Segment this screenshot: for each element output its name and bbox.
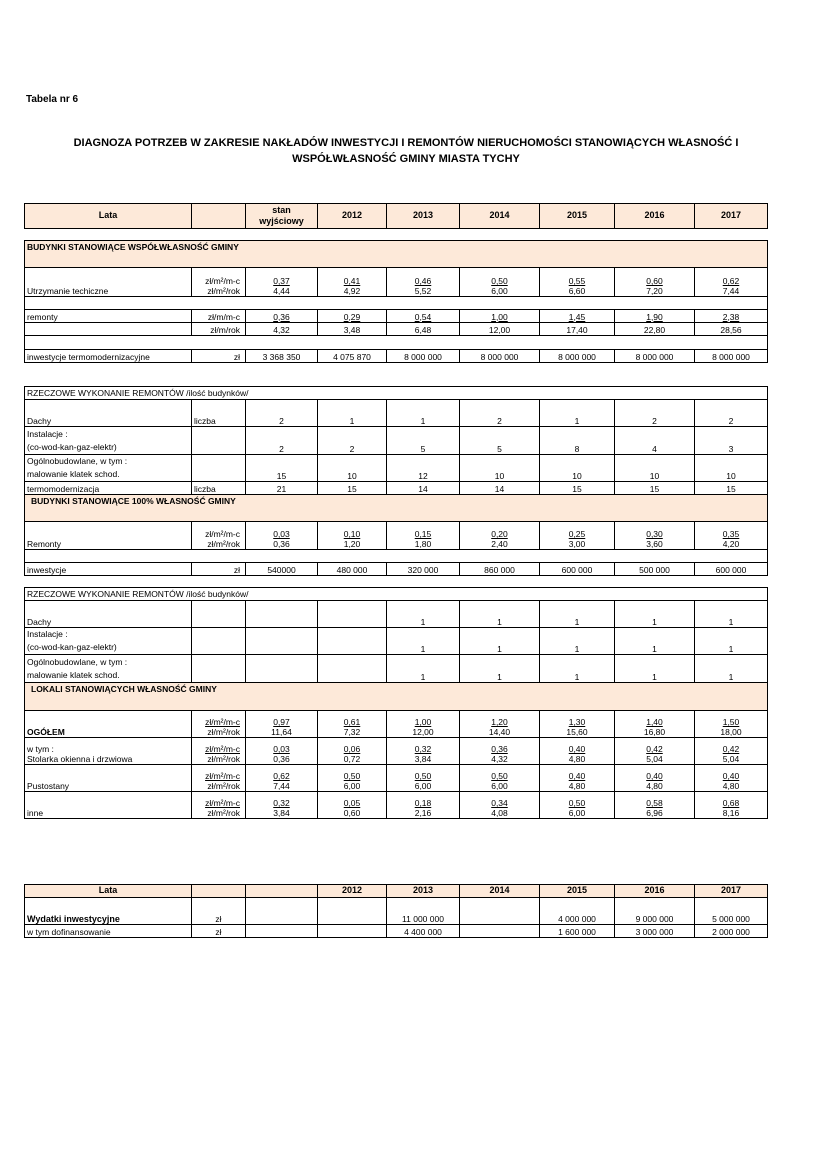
section-title-row (25, 683, 768, 711)
header-stan-wyjsciowy: stan wyjściowy (246, 204, 318, 229)
title-line-1: DIAGNOZA POTRZEB W ZAKRESIE NAKŁADÓW INWESTYCJI I REMONTÓW NIERUCHOMOŚCI STANOWIĄCYCH WŁASNOŚĆ I (73, 137, 739, 149)
section-title: RZECZOWE WYKONANIE REMONTÓW /ilość budynków/ (25, 387, 768, 400)
header-lata: Lata (25, 204, 192, 229)
row-label: inwestycje termomodernizacyjne (25, 350, 192, 363)
table-row: inwestycje termomodernizacyjne zł 3 368 350 4 075 870 8 000 000 8 000 000 8 000 000 8 000 000 8 000 000 (25, 350, 768, 363)
title-line-2: WSPÓŁWŁASNOŚĆ GMINY MIASTA TYCHY (292, 153, 520, 165)
table-row: termomodernizacja liczba 21 15 14 14 15 15 15 (25, 482, 768, 495)
main-table (24, 203, 768, 819)
table-row: remonty zł/m/m-c 0,36 0,29 0,54 1,00 1,45 1,90 2,38 (25, 310, 768, 323)
header-year: 2013 (387, 204, 460, 229)
main-header-row (25, 204, 768, 229)
table-row: w tym : Stolarka okienna i drzwiowa zł/m²/m-c zł/m²/rok 0,03 0,36 0,06 0,72 0,32 3,84 0,36 4,32 0,40 4,80 0,42 5,04 0,42 5,04 (25, 738, 768, 765)
value-cell: 0,37 4,44 (246, 268, 318, 297)
section-title: BUDYNKI STANOWIĄCE WSPÓŁWŁASNOŚĆ GMINY (25, 241, 768, 268)
header-year: 2015 (540, 204, 615, 229)
table-row: Dachy 1 1 1 1 1 (25, 601, 768, 628)
header-year: 2017 (695, 204, 768, 229)
section-title-row (25, 588, 768, 601)
header-year: 2016 (615, 204, 695, 229)
section-title: RZECZOWE WYKONANIE REMONTÓW /ilość budynków/ (25, 588, 768, 601)
row-label: remonty (25, 310, 192, 323)
value-cell: 0,60 7,20 (615, 268, 695, 297)
row-label: Utrzymanie techiczne (25, 268, 192, 297)
table-row: Instalacje : (co-wod-kan-gaz-elektr) 1 1 1 1 1 (25, 628, 768, 655)
table-row: Dachy liczba 2 1 1 2 1 2 2 (25, 400, 768, 427)
investment-table (24, 884, 768, 938)
table-row: Utrzymanie techiczne zł/m²/m-c zł/m²/rok 0,37 4,44 0,41 4,92 0,46 5,52 0,50 6,00 0,55 6,60 0,60 7,20 0,62 7,44 (25, 268, 768, 297)
value-cell: 0,55 6,60 (540, 268, 615, 297)
section-title-row (25, 495, 768, 522)
table-row: Remonty zł/m²/m-c zł/m²/rok 0,03 0,36 0,10 1,20 0,15 1,80 0,20 2,40 0,25 3,00 0,30 3,60 0,35 4,20 (25, 522, 768, 550)
table-row: Ogólnobudowlane, w tym : malowanie klatek schod. 1 1 1 1 1 (25, 655, 768, 683)
table-row: OGÓŁEM zł/m²/m-c zł/m²/rok 0,97 11,64 0,61 7,32 1,00 12,00 1,20 14,40 1,30 15,60 1,40 16,80 1,50 18,00 (25, 711, 768, 738)
table-number-label: Tabela nr 6 (26, 94, 79, 105)
header-year: 2012 (318, 204, 387, 229)
value-cell: 0,46 5,52 (387, 268, 460, 297)
table-row: inwestycje zł 540000 480 000 320 000 860 000 600 000 500 000 600 000 (25, 563, 768, 576)
investment-header-row: Lata 2012 2013 2014 2015 2016 2017 (25, 885, 768, 898)
value-cell: 0,62 7,44 (695, 268, 768, 297)
document-title (26, 135, 786, 167)
table-row: w tym dofinansowanie zł 4 400 000 1 600 000 3 000 000 2 000 000 (25, 925, 768, 938)
section-title: BUDYNKI STANOWIĄCE 100% WŁASNOŚĆ GMINY (25, 495, 768, 522)
section-title-row (25, 387, 768, 400)
header-year: 2014 (460, 204, 540, 229)
section-title: LOKALI STANOWIĄCYCH WŁASNOŚĆ GMINY (25, 683, 768, 711)
table-row: inne zł/m²/m-c zł/m²/rok 0,32 3,84 0,05 0,60 0,18 2,16 0,34 4,08 0,50 6,00 0,58 6,96 0,68 8,16 (25, 792, 768, 819)
section-title-row (25, 241, 768, 268)
table-row: Pustostany zł/m²/m-c zł/m²/rok 0,62 7,44 0,50 6,00 0,50 6,00 0,50 6,00 0,40 4,80 0,40 4,80 0,40 4,80 (25, 765, 768, 792)
table-row: Ogólnobudowlane, w tym : malowanie klatek schod. 15 10 12 10 10 10 10 (25, 455, 768, 482)
value-cell: 0,50 6,00 (460, 268, 540, 297)
table-row: Wydatki inwestycyjne zł 11 000 000 4 000 000 9 000 000 5 000 000 (25, 898, 768, 925)
value-cell: 0,41 4,92 (318, 268, 387, 297)
table-row: zł/m/rok 4,32 3,48 6,48 12,00 17,40 22,80 28,56 (25, 323, 768, 336)
table-row: Instalacje : (co-wod-kan-gaz-elektr) 2 2 5 5 8 4 3 (25, 427, 768, 455)
